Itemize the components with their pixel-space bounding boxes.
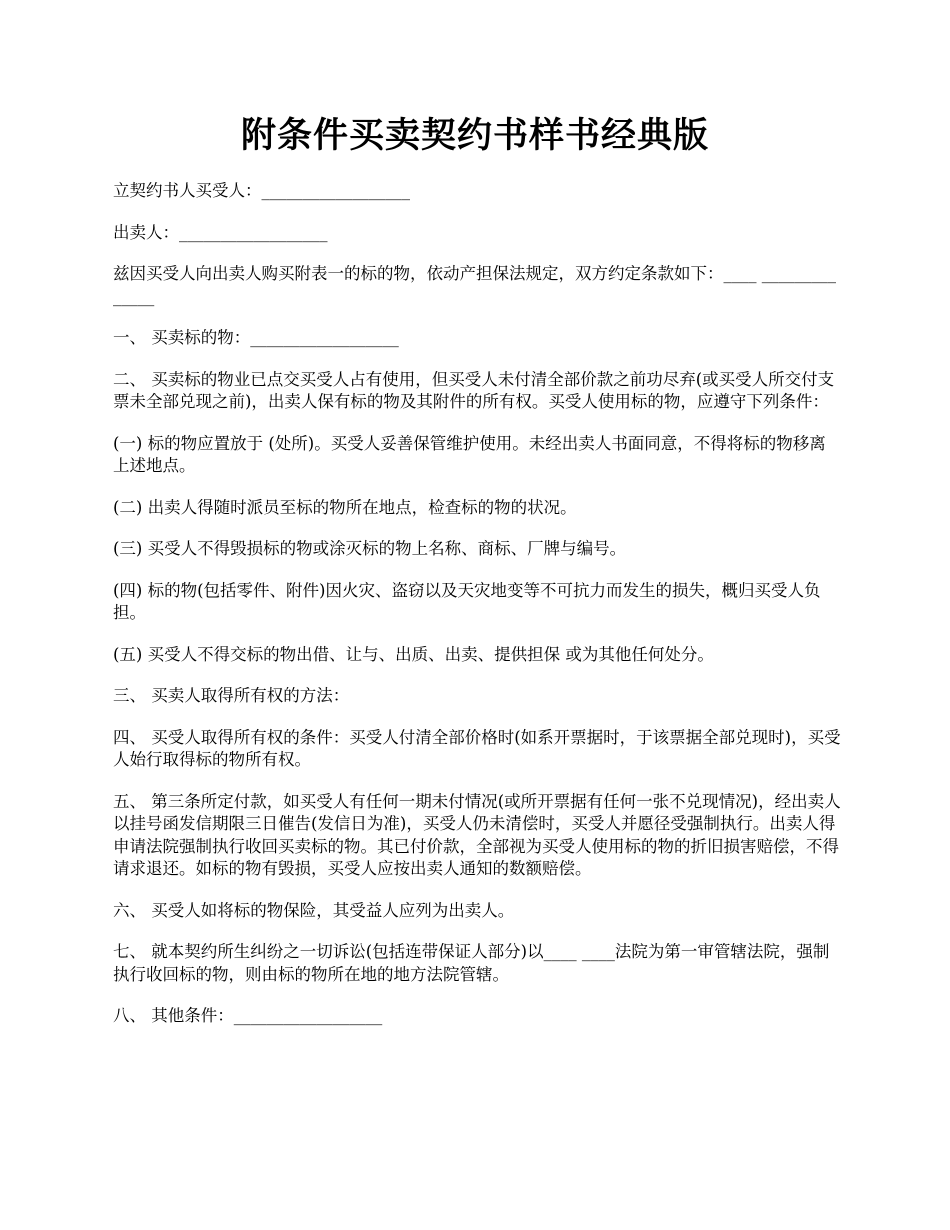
document-title: 附条件买卖契约书样书经典版: [240, 115, 709, 156]
paragraph-article-6: 六、 买受人如将标的物保险，其受益人应列为出卖人。: [113, 900, 515, 920]
paragraph-article-8: 八、 其他条件：__________________: [113, 1006, 383, 1025]
paragraph-condition-4: (四) 标的物(包括零件、附件)因火灾、盗窃以及天灾地变等不可抗力而发生的损失，概归买受人负担。: [113, 580, 821, 622]
paragraph-condition-2: (二) 出卖人得随时派员至标的物所在地点，检查标的物的状况。: [113, 497, 577, 517]
paragraph-article-7: 七、 就本契约所生纠纷之一切诉讼(包括连带保证人部分)以____ ____法院为第一审管辖法院，强制执行收回标的物，则由标的物所在地的地方法院管辖。: [113, 942, 830, 984]
paragraph-seller: 出卖人：__________________: [113, 222, 328, 242]
paragraph-article-4: 四、 买受人取得所有权的条件：买受人付清全部价格时(如系开票据时，于该票据全部兑现时)，买受人始行取得标的物所有权。: [113, 727, 841, 769]
paragraph-condition-1: (一) 标的物应置放于 (处所)。买受人妥善保管维护使用。未经出卖人书面同意，不得将标的物移离上述地点。: [113, 433, 826, 475]
paragraph-article-3: 三、 买卖人取得所有权的方法：: [113, 686, 350, 705]
paragraph-condition-3: (三) 买受人不得毁损标的物或涂灭标的物上名称、商标、厂牌与编号。: [113, 539, 627, 558]
document-body: [113, 180, 841, 1047]
paragraph-article-5: 五、 第三条所定付款，如买受人有任何一期未付情况(或所开票据有任何一张不兑现情况)，经出卖人以挂号函发信期限三日催告(发信日为准)，买受人仍未清偿时，买受人并愿径受强制执行。出卖人得申请法院强制执行收回买卖标的物。其已付价款，全部视为买受人使用标的物的折旧损害赔偿，不得请求退还。如标的物有毁损，买受人应按出卖人通知的数额赔偿。: [113, 791, 841, 878]
paragraph-preamble: 兹因买受人向出卖人购买附表一的标的物，依动产担保法规定，双方约定条款如下：____ ______________: [113, 264, 836, 306]
paragraph-article-1: 一、 买卖标的物：__________________: [113, 328, 399, 347]
paragraph-article-2: 二、 买卖标的物业已点交买受人占有使用，但买受人未付清全部价款之前功尽弃(或买受人所交付支票未全部兑现之前)，出卖人保有标的物及其附件的所有权。买受人使用标的物，应遵守下列条件：: [113, 369, 835, 411]
paragraph-buyer: 立契约书人买受人：__________________: [113, 181, 410, 200]
paragraph-condition-5: (五) 买受人不得交标的物出借、让与、出质、出卖、提供担保 或为其他任何处分。: [113, 644, 714, 664]
